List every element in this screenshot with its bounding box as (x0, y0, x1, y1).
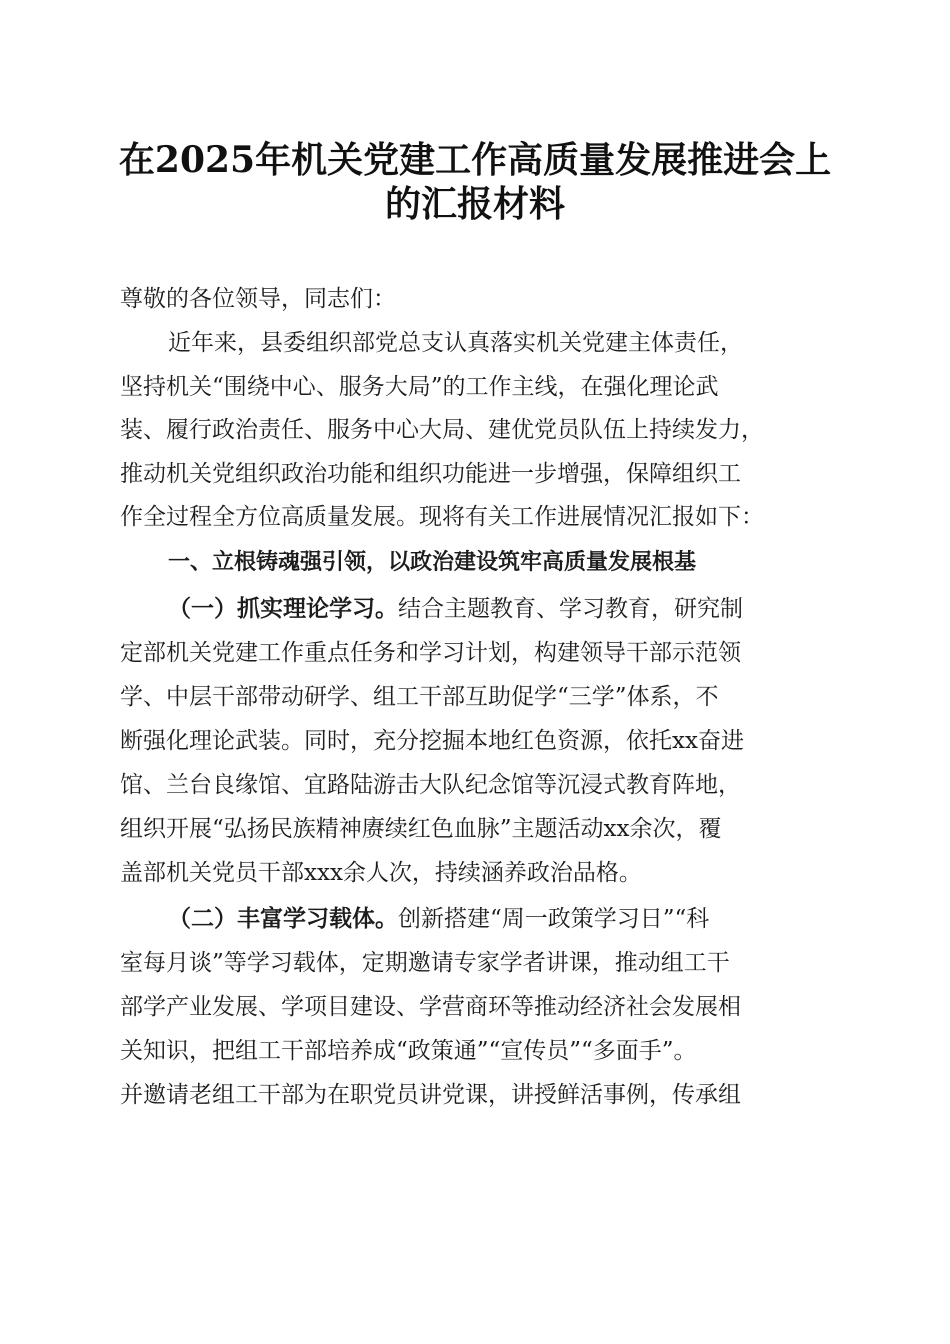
paragraph-2-line-5: 并邀请老组工干部为在职党员讲党课，讲授鲜活事例，传承组 (120, 1082, 741, 1108)
salutation: 尊敬的各位领导，同志们： (120, 286, 396, 312)
paragraph-2-line-1 (168, 904, 709, 934)
paragraph-2-label: （二）丰富学习载体。 (168, 906, 398, 932)
intro-line-5: 作全过程全方位高质量发展。现将有关工作进展情况汇报如下： (120, 504, 764, 530)
document-title-line-2: 的汇报材料 (384, 183, 565, 225)
intro-line-2: 坚持机关“围绕中心、服务大局”的工作主线，在强化理论武 (120, 374, 719, 400)
paragraph-2-line-4: 关知识，把组工干部培养成“政策通”“宣传员”“多面手”。 (120, 1038, 697, 1064)
paragraph-1-line-6: 组织开展“弘扬民族精神赓续红色血脉”主题活动xx余次，覆 (120, 816, 722, 842)
paragraph-1-line-2: 定部机关党建工作重点任务和学习计划，构建领导干部示范领 (120, 640, 741, 666)
document-title-line-1: 在2025年机关党建工作高质量发展推进会上 (118, 139, 832, 181)
paragraph-2-line-1-text: 创新搭建“周一政策学习日”“科 (398, 906, 710, 932)
paragraph-1-line-7: 盖部机关党员干部xxx余人次，持续涵养政治品格。 (120, 860, 642, 886)
paragraph-1-line-5: 馆、兰台良缘馆、宜路陆游击大队纪念馆等沉浸式教育阵地， (120, 772, 741, 798)
intro-line-4: 推动机关党组织政治功能和组织功能进一步增强，保障组织工 (120, 461, 741, 487)
paragraph-1-line-4: 断强化理论武装。同时，充分挖掘本地红色资源，依托xx奋进 (120, 728, 744, 754)
paragraph-2-line-3: 部学产业发展、学项目建设、学营商环等推动经济社会发展相 (120, 994, 741, 1020)
paragraph-1-label: （一）抓实理论学习。 (168, 596, 398, 622)
paragraph-1-line-1-text: 结合主题教育、学习教育，研究制 (398, 596, 743, 622)
paragraph-1-line-3: 学、中层干部带动研学、组工干部互助促学“三学”体系，不 (120, 684, 719, 710)
paragraph-1-line-1 (168, 594, 743, 624)
intro-line-1: 近年来，县委组织部党总支认真落实机关党建主体责任， (168, 330, 743, 356)
section-heading-1: 一、立根铸魂强引领，以政治建设筑牢高质量发展根基 (168, 550, 697, 575)
intro-line-3: 装、履行政治责任、服务中心大局、建优党员队伍上持续发力， (120, 417, 764, 443)
paragraph-2-line-2: 室每月谈”等学习载体，定期邀请专家学者讲课，推动组工干 (120, 950, 730, 976)
